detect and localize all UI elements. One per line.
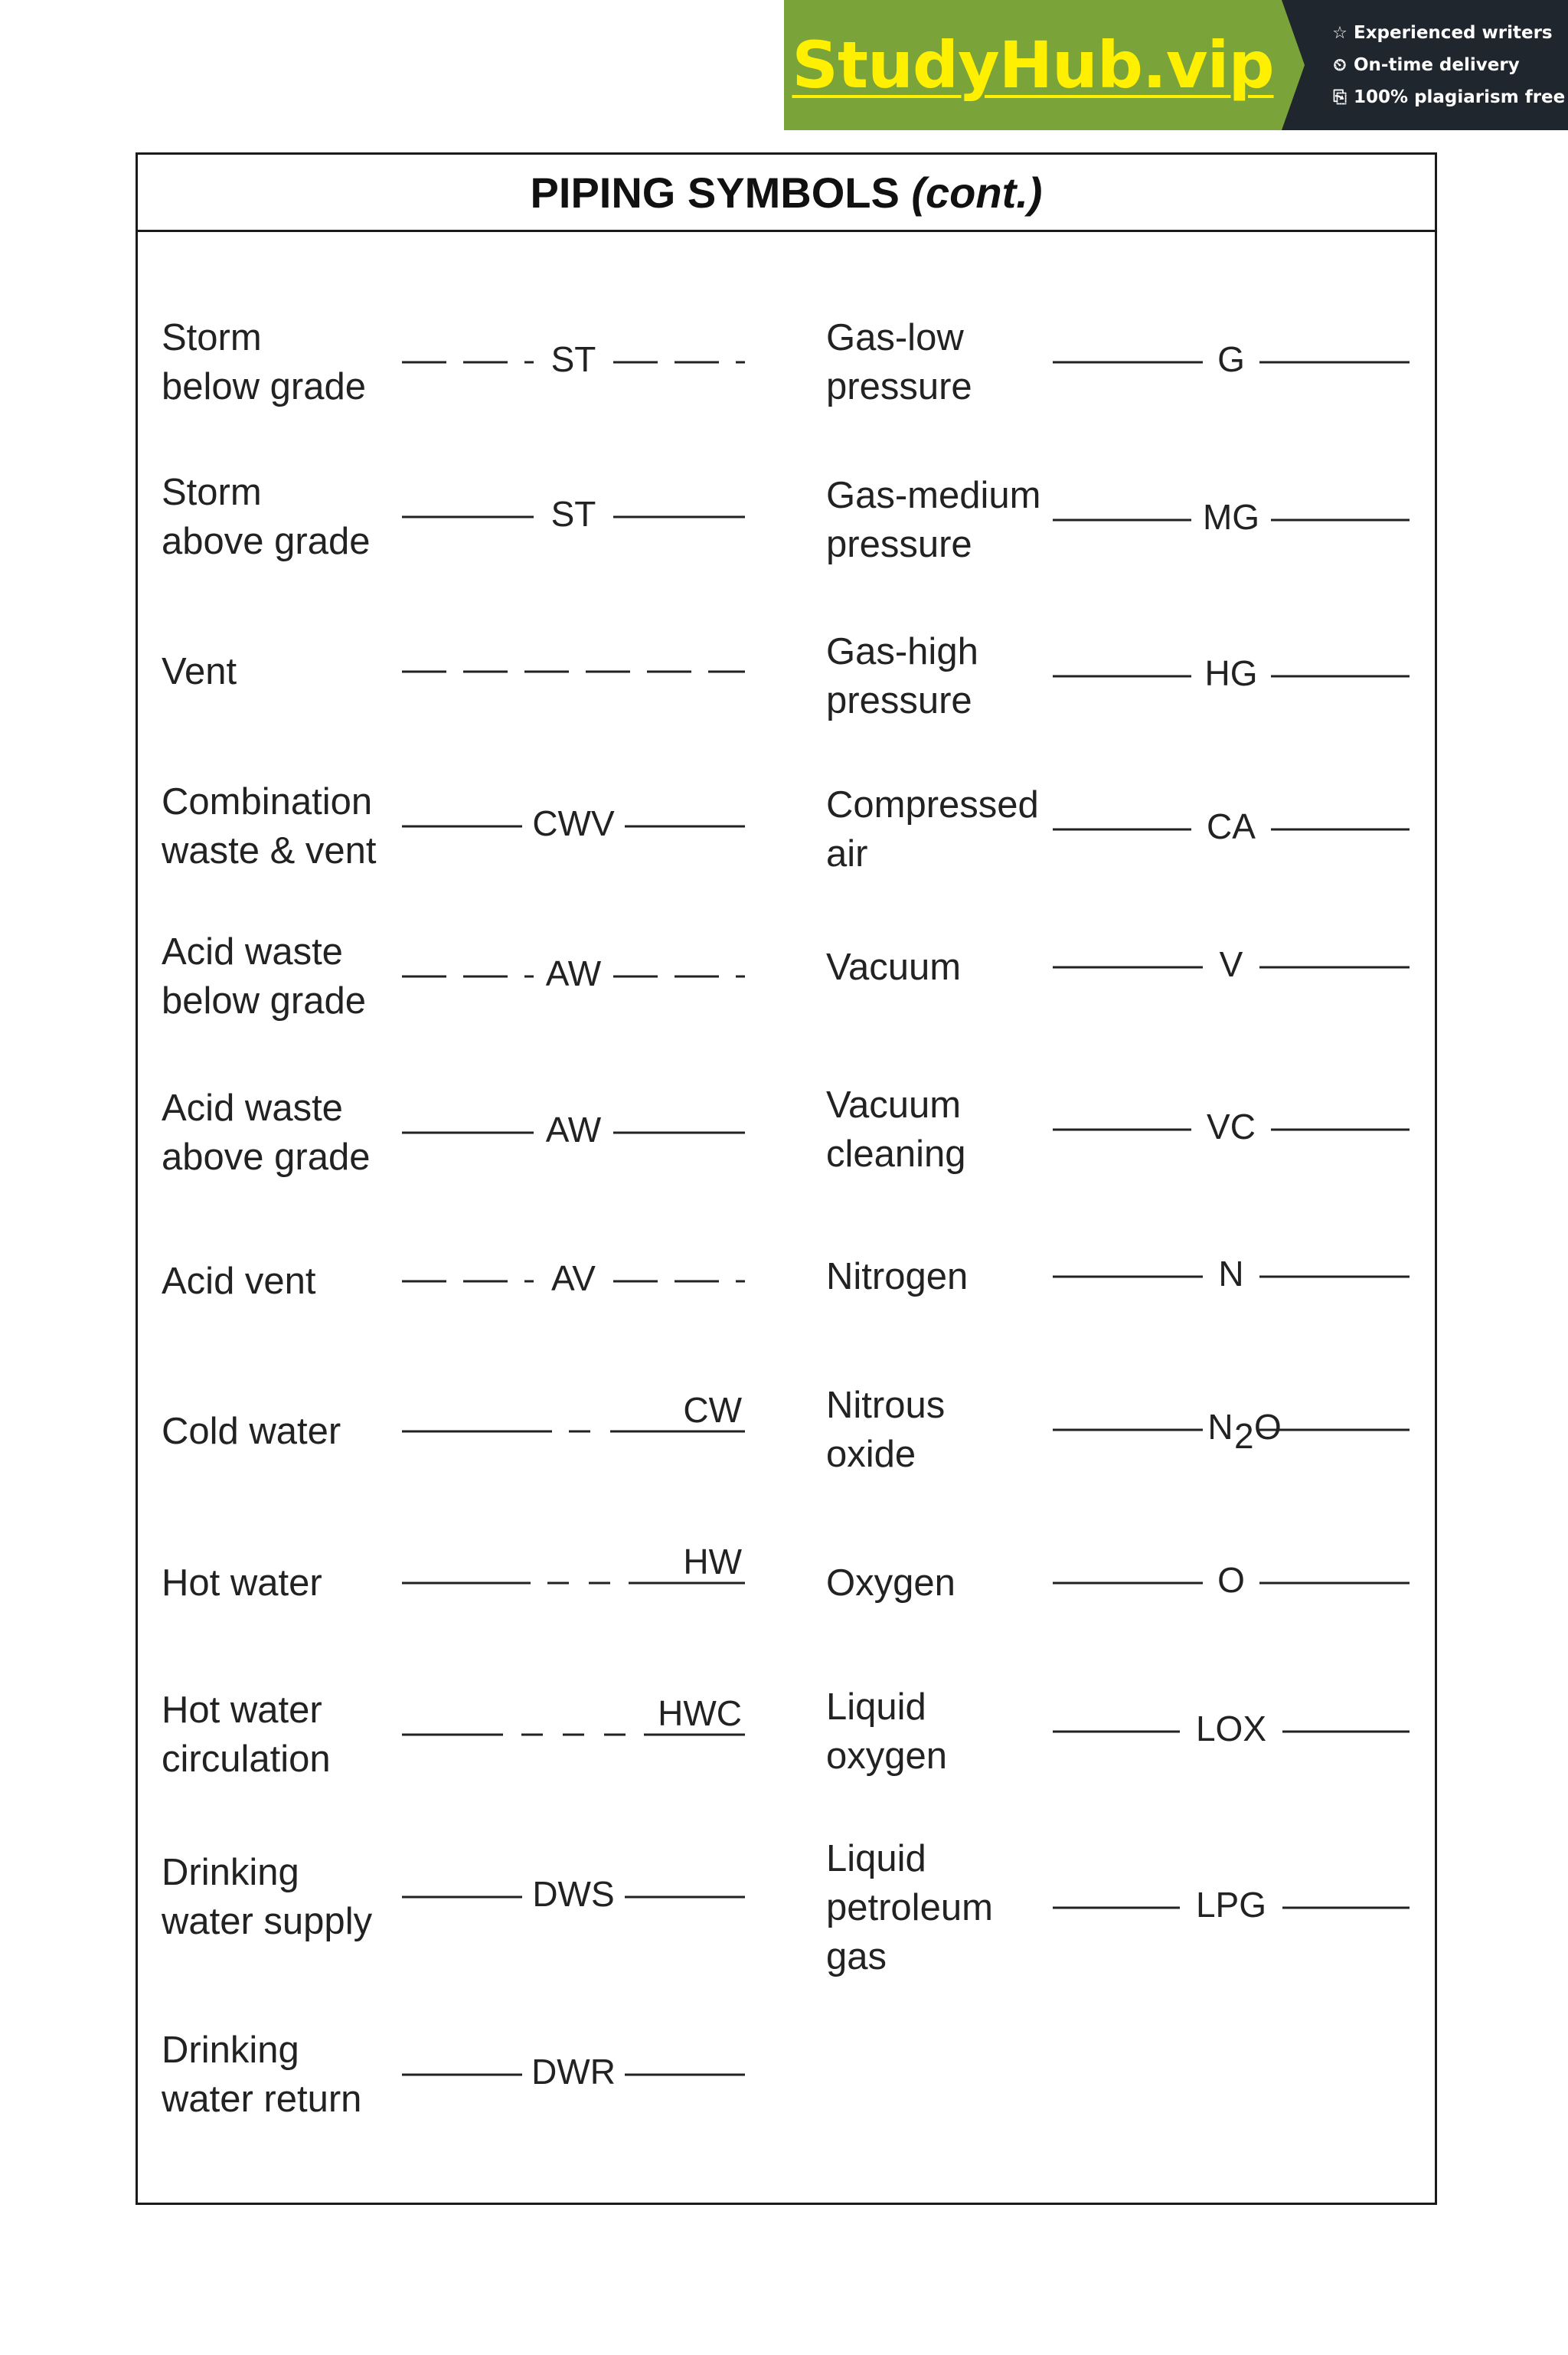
star-icon: ☆	[1332, 23, 1348, 43]
label-line: Vacuum	[826, 947, 962, 988]
label-line: Acid waste	[162, 1088, 343, 1129]
pipe-symbol	[1053, 799, 1410, 860]
pipe-code: DWR	[531, 2052, 616, 2092]
pipe-code: LOX	[1195, 1709, 1267, 1749]
pipe-symbol	[402, 1693, 745, 1765]
label-line: Nitrogen	[826, 1256, 969, 1297]
pipe-label-right	[826, 1559, 956, 1608]
label-line: waste & vent	[162, 830, 377, 872]
label-line: below grade	[162, 366, 366, 407]
label-line: Vent	[162, 651, 237, 692]
label-line: pressure	[826, 366, 972, 407]
pipe-code: HW	[683, 1542, 742, 1582]
label-line: Liquid	[826, 1686, 926, 1728]
pipe-label-right	[826, 627, 978, 725]
label-line: below grade	[162, 980, 366, 1022]
label-line: oxygen	[826, 1735, 948, 1777]
pipe-label-right	[826, 1381, 945, 1479]
label-line: pressure	[826, 524, 972, 565]
pipe-code: HG	[1204, 653, 1258, 694]
pipe-symbol	[402, 796, 745, 857]
badge-on-time-delivery	[1331, 55, 1568, 75]
pipe-symbol	[1053, 1399, 1410, 1460]
pipe-symbol	[1053, 1099, 1410, 1160]
pipe-code: MG	[1202, 497, 1260, 538]
pipe-label-left	[162, 647, 237, 696]
pipe-symbol	[402, 641, 745, 702]
pipe-label-left	[162, 1686, 331, 1784]
label-line: Cold water	[162, 1411, 341, 1452]
label-line: Drinking	[162, 2030, 299, 2071]
label-line: gas	[826, 1936, 887, 1977]
label-line: air	[826, 833, 868, 875]
label-line: Hot water	[162, 1689, 322, 1731]
pipe-symbol	[1053, 1701, 1410, 1762]
badge-experienced-writers	[1331, 23, 1568, 43]
label-line: Combination	[162, 781, 373, 823]
promo-banner[interactable]	[784, 0, 1568, 130]
label-line: Oxygen	[826, 1562, 956, 1604]
pipe-code: G	[1217, 339, 1245, 380]
pipe-symbol	[402, 332, 745, 393]
pipe-code: ST	[550, 494, 596, 535]
label-line: petroleum	[826, 1887, 993, 1928]
pipe-label-left	[162, 468, 370, 566]
label-line: Drinking	[162, 1852, 299, 1893]
pipe-label-right	[826, 943, 961, 992]
pipe-code: CWV	[532, 803, 615, 844]
label-line: Nitrous	[826, 1385, 946, 1426]
pipe-code: N	[1207, 1407, 1233, 1447]
pipe-symbol	[1053, 1246, 1410, 1307]
label-line: water return	[162, 2079, 362, 2120]
label-line: Hot water	[162, 1562, 322, 1604]
pipe-symbol	[402, 946, 745, 1007]
label-line: Gas-low	[826, 317, 964, 358]
pipe-label-left	[162, 1257, 316, 1306]
brand-logo[interactable]	[784, 0, 1282, 130]
pipe-code: CW	[683, 1390, 742, 1431]
pipe-symbol	[1053, 489, 1410, 551]
label-line: circulation	[162, 1738, 331, 1780]
pipe-code: AW	[545, 1110, 602, 1150]
label-line: oxide	[826, 1434, 916, 1475]
label-line: Liquid	[826, 1838, 926, 1879]
label-line: water supply	[162, 1901, 373, 1942]
label-line: Storm	[162, 317, 262, 358]
pipe-code: ST	[550, 339, 596, 380]
pipe-code: AV	[551, 1258, 596, 1299]
pipe-symbol	[402, 2044, 745, 2105]
pipe-label-right	[826, 313, 972, 411]
pipe-symbol	[1053, 646, 1410, 707]
pipe-code: HWC	[658, 1693, 742, 1734]
pipe-label-left	[162, 777, 377, 875]
feature-badges	[1282, 0, 1568, 130]
pipe-label-left	[162, 1559, 322, 1608]
pipe-symbol	[1053, 332, 1410, 393]
label-line: Vacuum	[826, 1084, 962, 1126]
pipe-label-left	[162, 1407, 341, 1456]
pipe-label-left	[162, 1084, 370, 1182]
badge-text: On-time delivery	[1354, 55, 1520, 75]
clock-icon: ⏲	[1333, 55, 1347, 75]
pipe-code: CA	[1207, 806, 1256, 847]
pipe-symbol	[402, 1542, 745, 1614]
label-line: Acid vent	[162, 1261, 316, 1302]
badge-plagiarism-free	[1331, 87, 1568, 107]
badge-text: Experienced writers	[1354, 23, 1553, 43]
pipe-code: O	[1217, 1560, 1245, 1601]
pipe-symbol	[402, 486, 745, 548]
pipe-label-left	[162, 2026, 361, 2124]
title-sub: (cont.)	[911, 168, 1043, 217]
pipe-symbol	[1053, 1552, 1410, 1614]
pipe-label-left	[162, 313, 366, 411]
label-line: above grade	[162, 521, 371, 562]
pipe-code: O	[1254, 1407, 1282, 1447]
pipe-label-right	[826, 1683, 947, 1781]
page-title	[531, 168, 1043, 218]
title-main: PIPING SYMBOLS	[530, 168, 900, 217]
pipe-label-left	[162, 927, 366, 1025]
symbol-table	[136, 152, 1437, 2205]
pipe-code-subscript: 2	[1234, 1416, 1254, 1456]
pipe-symbol	[1053, 1877, 1410, 1938]
brand-name: StudyHub.vip	[792, 28, 1274, 103]
copy-icon: ⎘	[1333, 87, 1347, 107]
label-line: Acid waste	[162, 931, 343, 973]
pipe-code: LPG	[1195, 1885, 1267, 1925]
pipe-code: N	[1218, 1254, 1244, 1294]
label-line: Compressed	[826, 784, 1039, 826]
label-line: Storm	[162, 472, 262, 513]
label-line: pressure	[826, 680, 972, 721]
label-line: Gas-high	[826, 631, 978, 672]
pipe-label-right	[826, 1252, 968, 1301]
pipe-code: AW	[545, 953, 602, 994]
pipe-symbol	[402, 1102, 745, 1163]
label-line: cleaning	[826, 1133, 966, 1175]
badge-text: 100% plagiarism free	[1354, 87, 1566, 107]
pipe-code: V	[1219, 944, 1243, 985]
pipe-code: DWS	[532, 1874, 615, 1915]
pipe-symbol	[402, 1251, 745, 1312]
label-line: Gas-medium	[826, 475, 1041, 516]
pipe-label-right	[826, 471, 1040, 569]
table-header	[138, 155, 1435, 232]
pipe-label-right	[826, 1834, 993, 1981]
pipe-code: VC	[1207, 1107, 1256, 1147]
pipe-label-right	[826, 780, 1039, 878]
pipe-label-right	[826, 1081, 966, 1179]
pipe-label-left	[162, 1848, 372, 1946]
pipe-symbol	[402, 1866, 745, 1928]
pipe-symbol	[402, 1390, 745, 1462]
pipe-symbol	[1053, 937, 1410, 998]
label-line: above grade	[162, 1137, 371, 1178]
